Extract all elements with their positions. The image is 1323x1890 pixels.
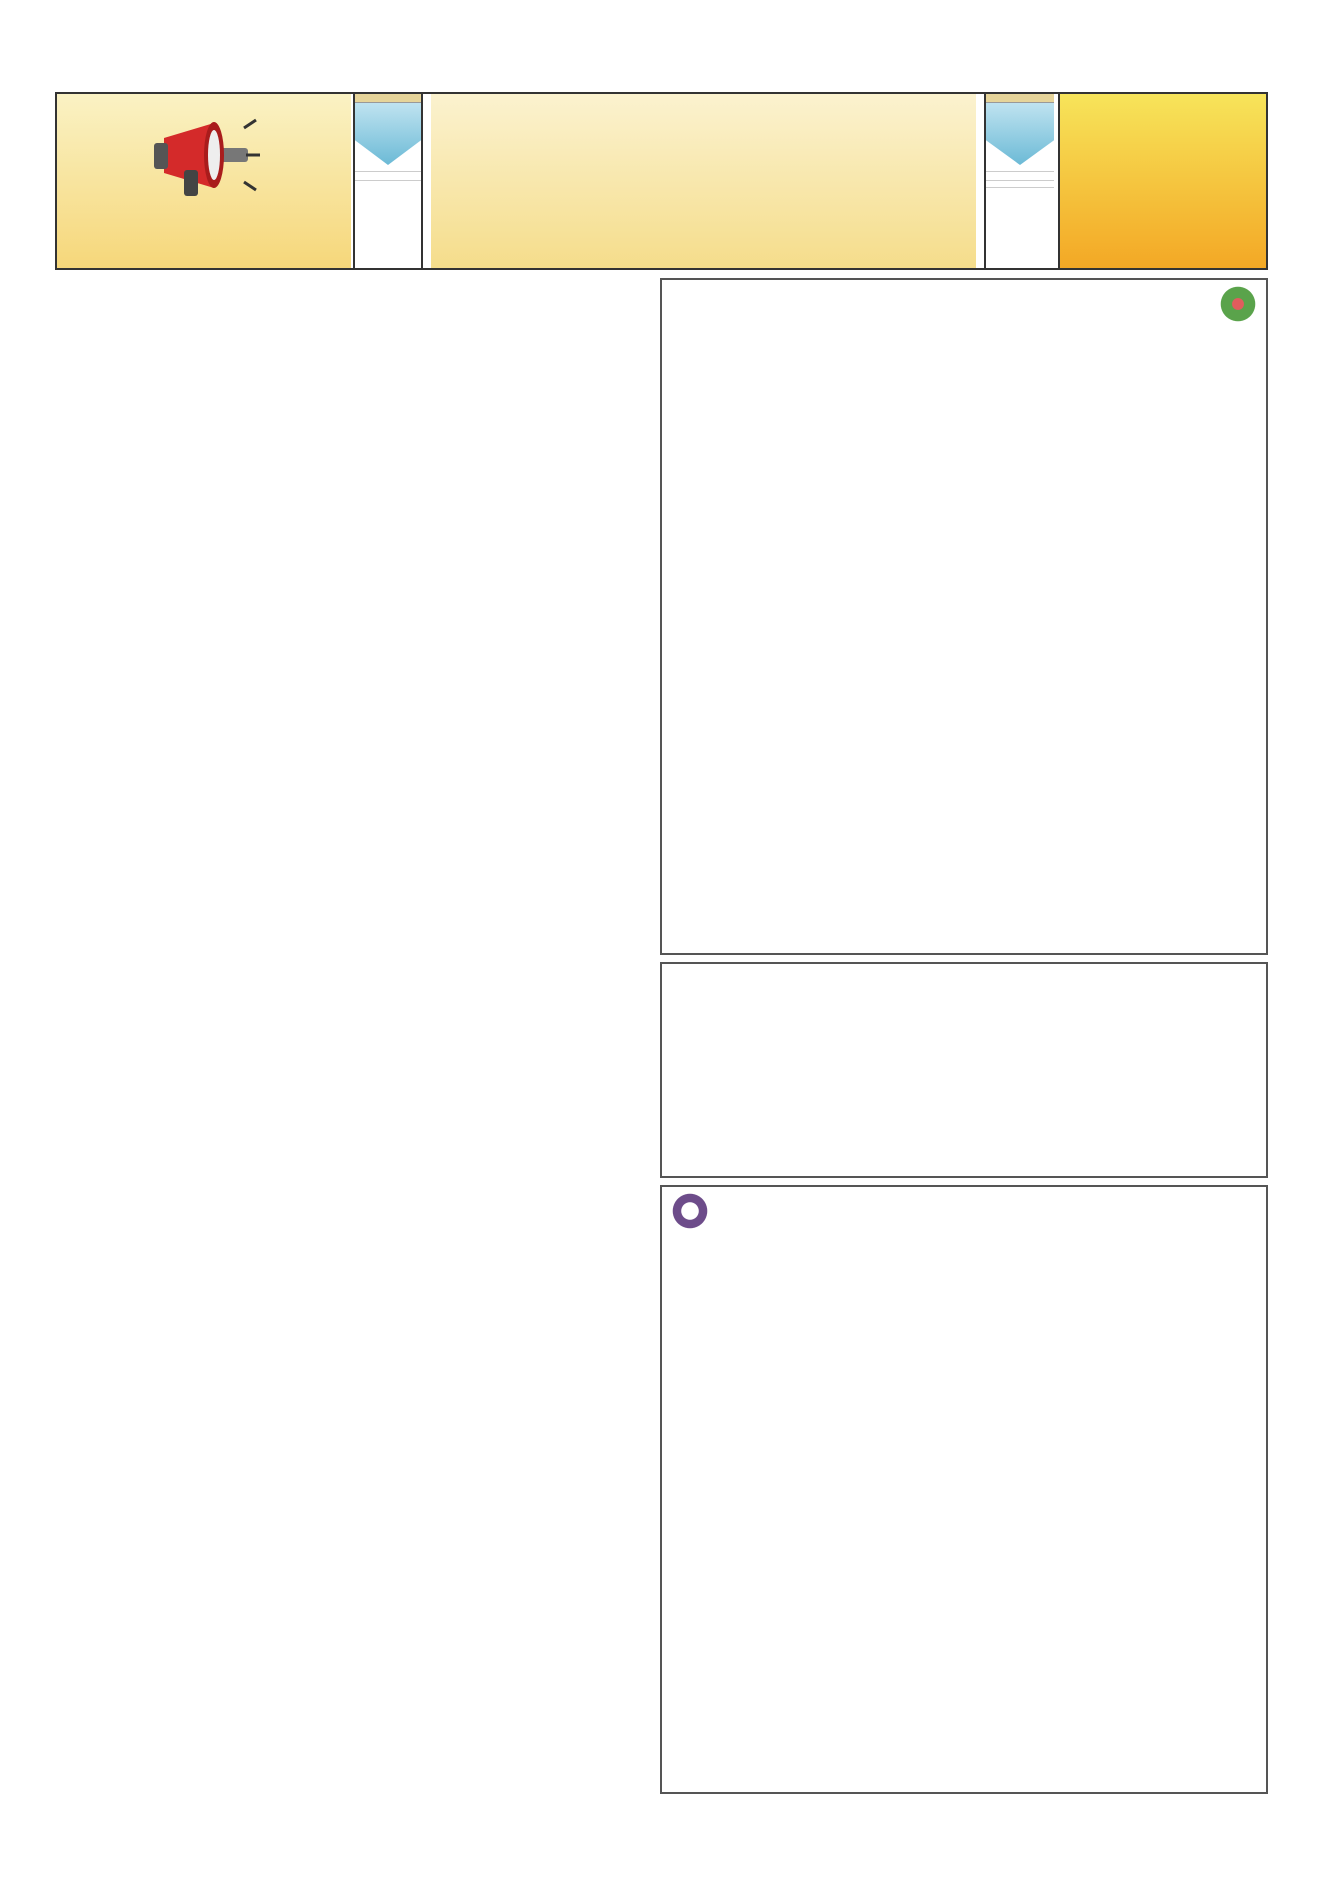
issue-number <box>355 172 421 181</box>
behbahan-notice <box>660 962 1268 1178</box>
megaphone-icon <box>144 108 264 208</box>
page-number <box>355 103 421 165</box>
date-label <box>986 94 1054 103</box>
weekday-label <box>986 181 1054 188</box>
tender-notice <box>660 1185 1268 1794</box>
issue-label <box>355 165 421 172</box>
day-number <box>986 103 1054 165</box>
page-label <box>355 94 421 103</box>
left-notices-column <box>55 278 642 1890</box>
masthead <box>55 92 1268 270</box>
quote-box <box>431 94 976 268</box>
auction-notice <box>660 278 1268 955</box>
date-column <box>984 94 1054 268</box>
page-column <box>353 94 423 268</box>
month-label <box>986 165 1054 172</box>
municipality-emblem-icon <box>1218 284 1258 324</box>
ad-section-banner <box>57 94 351 268</box>
volume-value <box>355 187 421 193</box>
year-label <box>986 172 1054 181</box>
newspaper-logo <box>1058 94 1266 268</box>
village-emblem-icon <box>670 1191 710 1231</box>
